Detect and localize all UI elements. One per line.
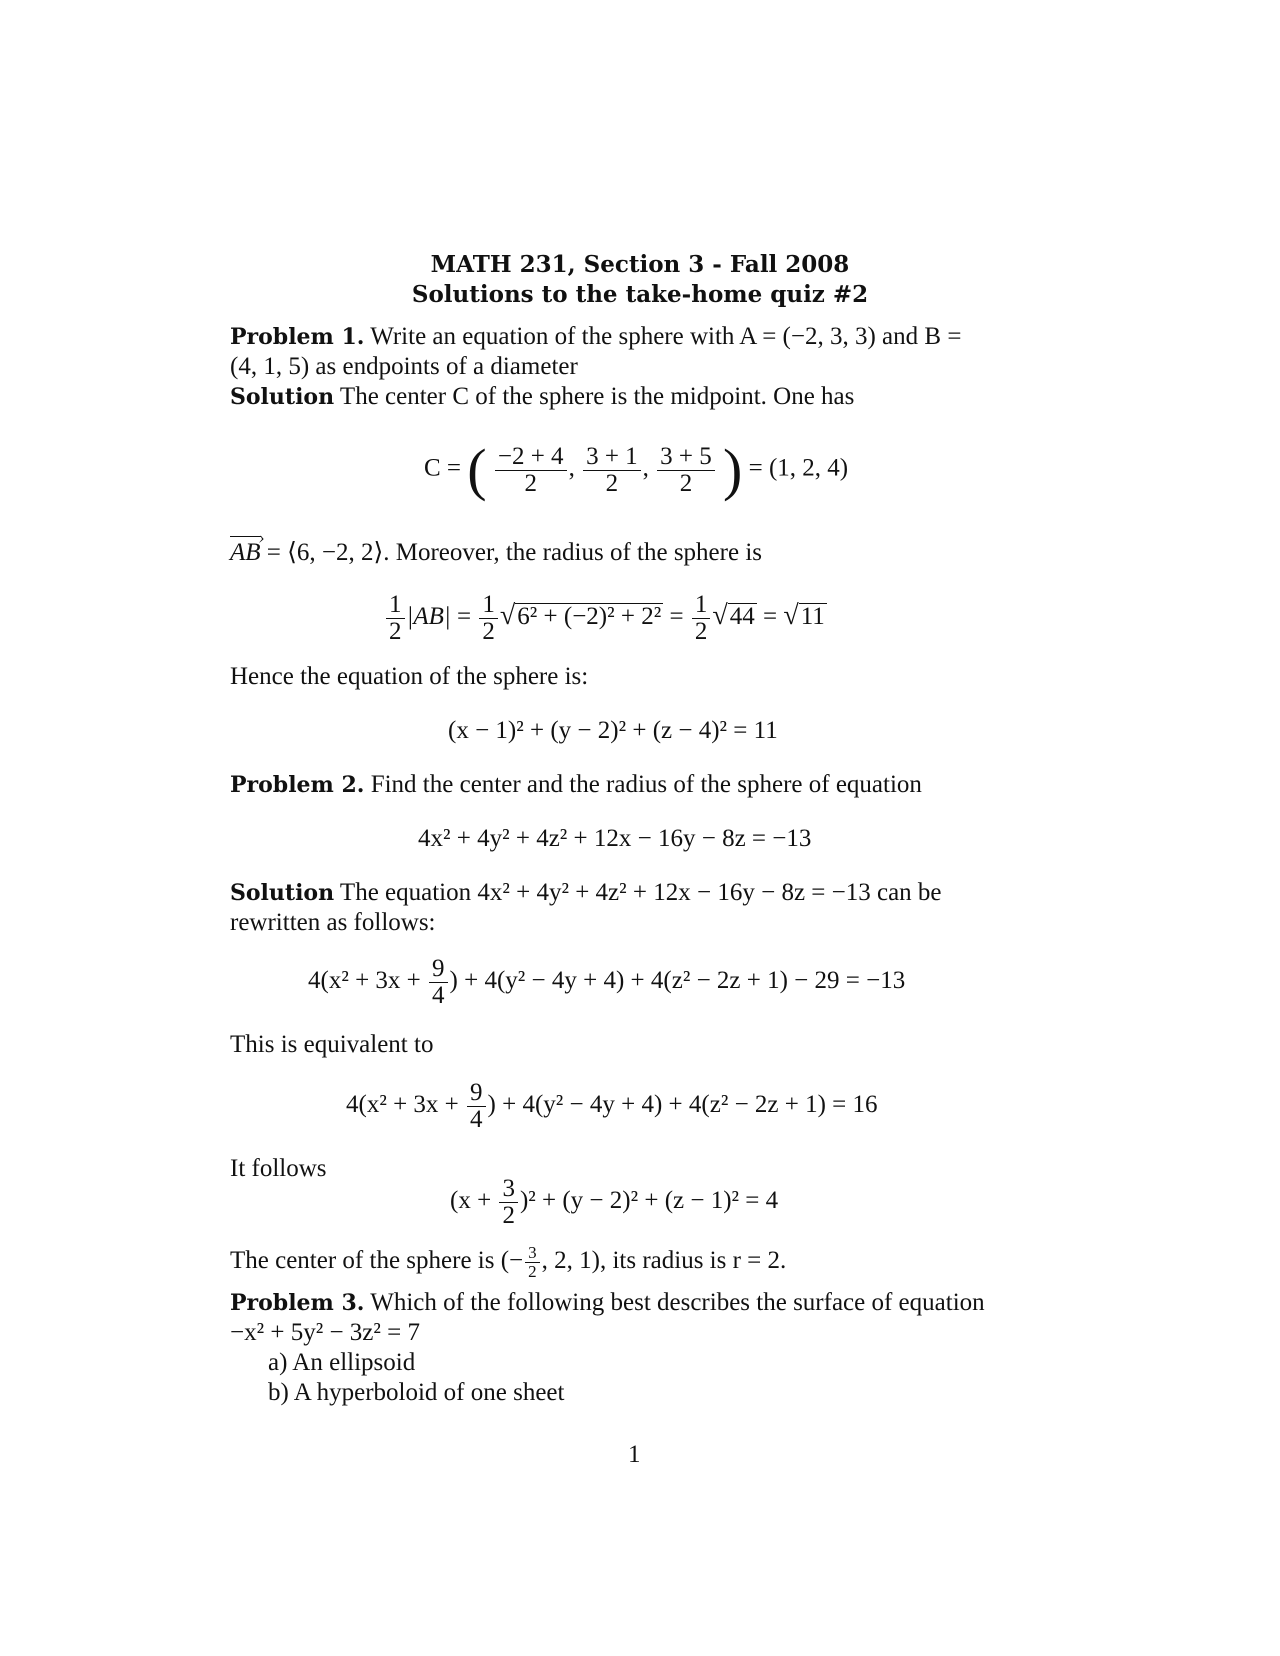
solution-1-text: The center C of the sphere is the midpoint. One has xyxy=(339,383,855,410)
center-lhs: C = xyxy=(424,454,462,482)
option-a: a) An ellipsoid xyxy=(268,1349,416,1376)
center-result-line xyxy=(230,1244,786,1281)
center-rhs: = (1, 2, 4) xyxy=(748,454,849,482)
abs-ab: |AB| xyxy=(406,603,451,631)
given-equation: 4x² + 4y² + 4z² + 12x − 16y − 8z = −13 xyxy=(418,825,812,852)
eq3-post: )² + (y − 2)² + (z − 1)² = 4 xyxy=(519,1187,779,1215)
solution-2-label: Solution xyxy=(230,880,335,906)
title-line-2: Solutions to the take-home quiz #2 xyxy=(411,281,869,308)
ab-vector-text: = ⟨6, −2, 2⟩. Moreover, the radius of the sphere is xyxy=(266,539,762,566)
eq1-post: ) + 4(y² − 4y + 4) + 4(z² − 2z + 1) − 29 = −13 xyxy=(449,967,906,995)
problem-1-statement: Write an equation of the sphere with A = (−2, 3, 3) and B = xyxy=(370,323,962,350)
eq3-frac: $\frac{3}{2}$ xyxy=(499,1176,518,1229)
center-frac-y: $\frac{3 + 1}{2}$ xyxy=(583,444,641,497)
hence-text: Hence the equation of the sphere is: xyxy=(230,663,589,690)
problem-1-label: Problem 1. xyxy=(230,324,365,350)
radical-3: √ xyxy=(783,600,799,632)
eq1-frac: $\frac{9}{4}$ xyxy=(429,956,448,1009)
radius-expression xyxy=(384,592,827,645)
problem-2-statement: Find the center and the radius of the sphere of equation xyxy=(370,771,922,798)
left-paren: ( xyxy=(467,437,487,502)
completed-square-equation xyxy=(450,1176,778,1229)
eq2-frac: $\frac{9}{4}$ xyxy=(467,1080,486,1133)
sphere-equation: (x − 1)² + (y − 2)² + (z − 4)² = 11 xyxy=(448,717,778,744)
follows-text: It follows xyxy=(230,1155,327,1182)
center-result-frac: $\frac{3}{2}$ xyxy=(525,1244,540,1281)
problem-3-label: Problem 3. xyxy=(230,1290,365,1316)
sqrt-44: 44 xyxy=(729,603,755,631)
eq2-pre: 4(x² + 3x + xyxy=(346,1091,466,1119)
eq2-post: ) + 4(y² − 4y + 4) + 4(z² − 2z + 1) = 16 xyxy=(487,1091,878,1119)
equals-2: = xyxy=(669,603,684,631)
equivalent-equation xyxy=(346,1080,878,1133)
half-frac-3: $\frac{1}{2}$ xyxy=(692,592,711,645)
radical-1: √ xyxy=(499,600,516,632)
problem-1-line-2: (4, 1, 5) as endpoints of a diameter xyxy=(230,353,578,380)
sqrt-11: 11 xyxy=(800,603,825,631)
half-frac: $\frac{1}{2}$ xyxy=(386,592,405,645)
page-number: 1 xyxy=(628,1441,641,1468)
title-line-1: MATH 231, Section 3 - Fall 2008 xyxy=(430,251,850,278)
eq1-pre: 4(x² + 3x + xyxy=(308,967,428,995)
eq3-pre: (x + xyxy=(450,1187,498,1215)
problem-1-line-1 xyxy=(230,322,961,352)
radical-2: √ xyxy=(712,600,728,632)
center-result-pre: The center of the sphere is (− xyxy=(230,1247,524,1275)
problem-2-label: Problem 2. xyxy=(230,772,365,798)
problem-3-statement: Which of the following best describes the surface of equation xyxy=(370,1289,985,1316)
solution-1-label: Solution xyxy=(230,384,335,410)
equals-3: = xyxy=(762,603,778,631)
center-frac-x: $\frac{-2 + 4}{2}$ xyxy=(495,444,567,497)
problem-2-solution-line-1 xyxy=(230,878,942,908)
solution-2-text: The equation 4x² + 4y² + 4z² + 12x − 16y − 8z = −13 can be xyxy=(339,879,942,906)
ab-vector-line xyxy=(230,538,762,568)
problem-2-solution-line-2: rewritten as follows: xyxy=(230,909,436,936)
right-paren: ) xyxy=(723,437,743,502)
rewritten-equation xyxy=(308,956,905,1009)
center-result-post: , 2, 1), its radius is r = 2. xyxy=(541,1247,787,1275)
sqrt-sum-squares: 6² + (−2)² + 2² xyxy=(517,603,662,631)
problem-3-line-1 xyxy=(230,1288,985,1318)
option-b: b) A hyperboloid of one sheet xyxy=(268,1379,565,1406)
problem-2-line xyxy=(230,770,922,800)
equals-1: = xyxy=(457,603,472,631)
center-frac-z: $\frac{3 + 5}{2}$ xyxy=(657,444,715,497)
center-equation: C = ( $\frac{-2 + 4}{2}$ , $\frac{3 + 1}{2}$ , $\frac{3 + 5}{2}$ ) = (1, 2, 4) xyxy=(424,437,849,502)
problem-1-solution-line xyxy=(230,382,854,412)
ab-vector: AB › xyxy=(230,538,261,568)
half-frac-2: $\frac{1}{2}$ xyxy=(479,592,498,645)
problem-3-line-2: −x² + 5y² − 3z² = 7 xyxy=(230,1319,420,1346)
equivalent-text: This is equivalent to xyxy=(230,1031,434,1058)
